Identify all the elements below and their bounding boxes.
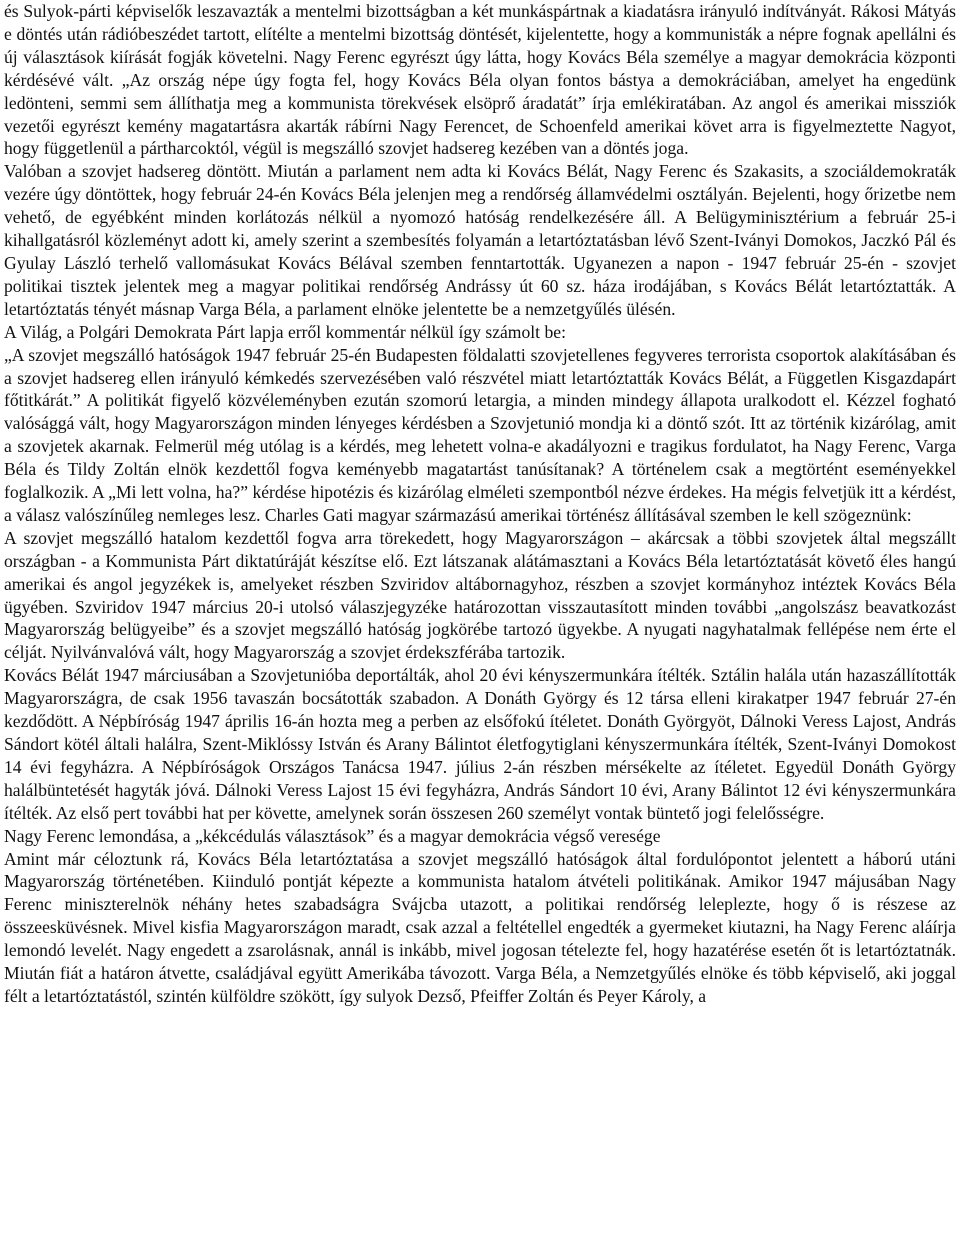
section-heading: Nagy Ferenc lemondása, a „kékcédulás választások” és a magyar demokrácia végső vereségе: [4, 825, 661, 846]
paragraph-1: és Sulyok-párti képviselők leszavazták a mentelmi bizottságban a két munkáspártnak a kiadatásra irányuló indítványát. Rákosi Mátyás e döntés után rádióbeszédet tartott, elítélte a mentelmi bizottság döntését, kijelentette, hogy a kommunisták a népre fognak apellálni és új választások kiírását fogják követelni. Nagy Ferenc egyrészt úgy látta, hogy Kovács Béla személye a magyar demokrácia központi kérdésévé vált. „Az ország népe úgy fogta fel, hogy Kovács Béla olyan fontos bástya a demokráciában, amelyet ha engedünk ledönteni, semmi sem állíthatja meg a kommunista törekvések elsöprő áradatát” írja emlékiratában. Az angol és amerikai missziók vezetői egyrészt kemény magatartásra akarták rábírni Nagy Ferencet, de Schoenfeld amerikai követ arra is figyelmeztette Nagyot, hogy függetlenül a pártharcoktól, végül is megszálló szovjet hadsereg kezében van a döntés joga.: [4, 1, 956, 159]
paragraph-2: Valóban a szovjet hadsereg döntött. Miután a parlament nem adta ki Kovács Bélát, Nagy Ferenc és Szakasits, a szociáldemokraták vezére úgy döntöttek, hogy február 24-én Kovács Béla jelenjen meg a rendőrség államvédelmi osztályán. Bejelenti, hogy őrizetbe nem vehető, de egyébként minden korlátozás nélkül a nyomozó hatóság rendelkezésére áll. A Belügyminisztérium a február 25-i kihallgatásról közleményt adott ki, amely szerint a szembesítés folyamán a letartóztatásban lévő Szent-Iványi Domokos, Jaczkó Pál és Gyulay László terhelő vallomásukat Kovács Bélával szemben fenntartották. Ugyanezen a napon - 1947 február 25-én - szovjet politikai tisztek jelentek meg a magyar politikai rendőrség Andrássy út 60 sz. háza irodájában, s Kovács Bélát letartóztatták. A letartóztatás tényét másnap Varga Béla, a parlament elnöke jelentette be a nemzetgyűlés ülésén.: [4, 161, 956, 319]
paragraph-5: A szovjet megszálló hatalom kezdettől fogva arra törekedett, hogy Magyarországon – akárcsak a többi szovjetek által megszállt országban - a Kommunista Párt diktatúráját készítse elő. Ezt látszanak alátámasztani a Kovács Béla letartóztatását követő éles hangú amerikai és angol jegyzékek is, amelyeket részben Szviridov altábornagyhoz, részben a szovjet kormányhoz intéztek Kovács Béla ügyében. Szviridov 1947 március 20-i utolsó válaszjegyzéke határozottan visszautasított minden további „angolszász beavatkozást Magyarország belügyeibe” és a szovjet megszálló hatóság jogkörébe tartozó ügyekbe. A nyugati nagyhatalmak fellépése nem érte el célját. Nyilvánvalóvá vált, hogy Magyarország a szovjet érdekszférába tartozik.: [4, 527, 956, 663]
paragraph-3: A Világ, a Polgári Demokrata Párt lapja erről kommentár nélkül így számolt be:: [4, 321, 566, 342]
paragraph-8: Amint már céloztunk rá, Kovács Béla letartóztatása a szovjet megszálló hatóságok által fordulópontot jelentett a háború utáni Magyarország történetében. Kiinduló pontját képezte a kommunista hatalom átvételi politikának. Amikor 1947 májusában Nagy Ferenc miniszterelnök néhány hetes szabadságra Svájcba utazott, a politikai rendőrség leleplezte, hogy ő is részese az összeesküvésnek. Mivel kisfia Magyarországon maradt, csak azzal a feltétellel engedték a gyermeket kiutazni, ha Nagy Ferenc aláírja lemondó levelét. Nagy engedett a zsarolásnak, annál is inkább, mivel jogosan tételezte fel, hogy hazatérése esetén őt is letartóztatnák. Miután fiát a határon átvette, családjával együtt Amerikába távozott. Varga Béla, a Nemzetgyűlés elnöke és több képviselő, aki joggal félt a letartóztatástól, szintén külföldre szökött, így sulyok Dezső, Pfeiffer Zoltán és Peyer Károly, a: [4, 848, 956, 1006]
quote-paragraph: „A szovjet megszálló hatóságok 1947 február 25-én Budapesten földalatti szovjetellenes fegyveres terrorista csoportok alakításában és a szovjet hadsereg ellen irányuló kémkedés szervezésében való részvétel miatt letartóztatták Kovács Bélát, a Független Kisgazdapárt főtitkárát.” A politikát figyelő közvéleményben ezután szomorú letargia, a minden mindegy állapota uralkodott el. Kézzel fogható valósággá vált, hogy Magyarországon minden lényeges kérdésben a Szovjetunió mondja ki a döntő szót. Itt az történik kizárólag, amit a szovjetek akarnak. Felmerül még utólag is a kérdés, meg lehetett volna-e akadályozni e tragikus fordulatot, ha Nagy Ferenc, Varga Béla és Tildy Zoltán elnök kezdettől fogva keményebb magatartást tanúsítanak? A történelem csak a megtörtént eseményekkel foglalkozik. A „Mi lett volna, ha?” kérdése hipotézis és kizárólag elméleti szempontból nézve érdekes. Ha mégis felvetjük itt a kérdést, a válasz valószínűleg nemleges lesz. Charles Gati magyar származású amerikai történész állításával szemben le kell szögeznünk:: [4, 344, 956, 525]
paragraph-6: Kovács Bélát 1947 márciusában a Szovjetunióba deportálták, ahol 20 évi kényszermunkára ítélték. Sztálin halála után hazaszállították Magyarországra, de csak 1956 tavaszán bocsátották szabadon. A Donáth György és 12 társa elleni kirakatper 1947 február 27-én kezdődött. A Népbíróság 1947 április 16-án hozta meg a perben az elsőfokú ítéletet. Donáth Györgyöt, Dálnoki Veress Lajost, András Sándort kötél általi halálra, Szent-Miklóssy István és Arany Bálintot életfogytiglani kényszermunkára ítélték, Szent-Iványi Domokost 14 évi fegyházra. A Népbíróságok Országos Tanácsa 1947. július 2-án részben mérsékelte az ítéletet. Egyedül Donáth György halálbüntetését hagyták jóvá. Dálnoki Veress Lajost 15 évi fegyházra, András Sándort 10 évi, Arany Bálintot 12 évi kényszermunkára ítélték. Az első pert további hat per követte, amelynek során összesen 260 személyt vontak büntető jogi felelősségre.: [4, 665, 956, 823]
